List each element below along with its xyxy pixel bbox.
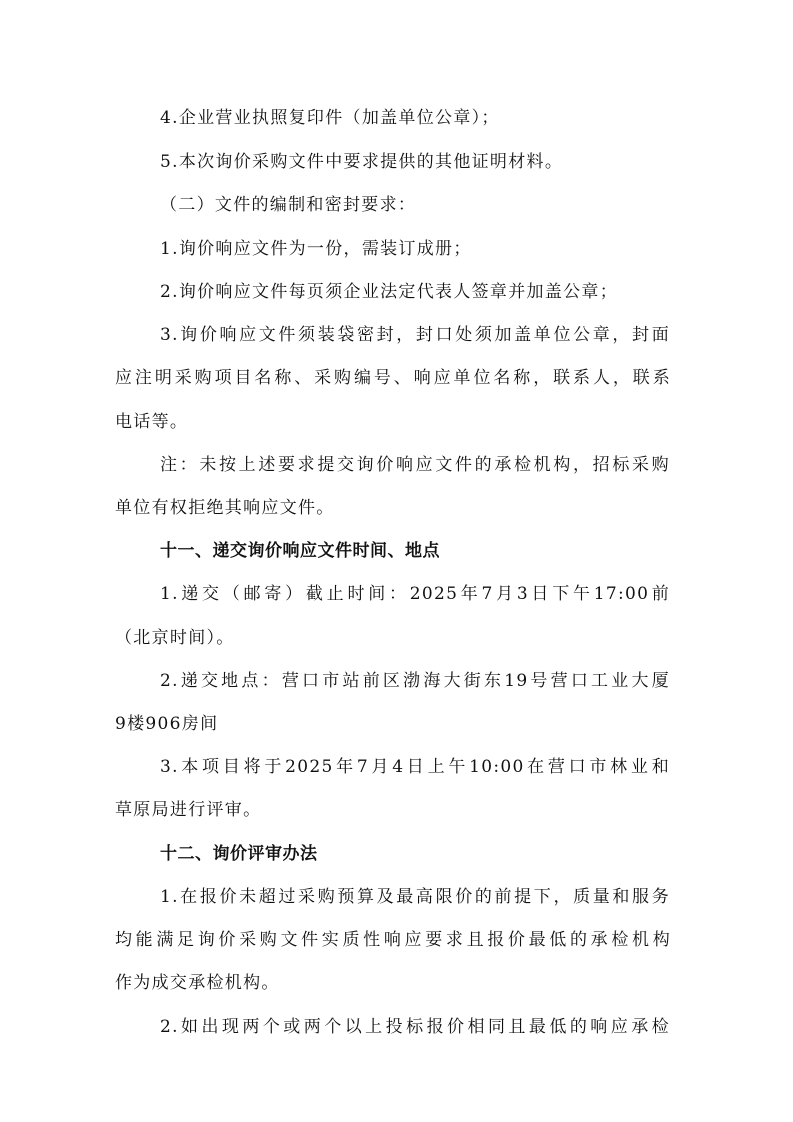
- section-subheading: （二）文件的编制和密封要求：: [160, 195, 417, 215]
- text-line: 均能满足询价采购文件实质性响应要求且报价最低的承检机构: [115, 930, 671, 950]
- text-line: 1.递交（邮寄）截止时间：2025年7月3日下午17:00前: [160, 584, 670, 604]
- text-line: 2.如出现两个或两个以上投标报价相同且最低的响应承检: [160, 1017, 670, 1037]
- text-line: 9楼906房间: [115, 714, 219, 734]
- text-line: 电话等。: [115, 412, 189, 432]
- text-line: 2.询价响应文件每页须企业法定代表人签章并加盖公章；: [160, 282, 619, 302]
- text-line: 作为成交承检机构。: [115, 973, 280, 993]
- text-line: 5.本次询价采购文件中要求提供的其他证明材料。: [160, 152, 564, 172]
- text-line: 1.询价响应文件为一份，需装订成册；: [160, 239, 472, 259]
- note-line: 注：未按上述要求提交询价响应文件的承检机构，招标采购: [160, 455, 670, 475]
- section-heading-11: 十一、递交询价响应文件时间、地点: [160, 541, 440, 561]
- text-line: 1.在报价未超过采购预算及最高限价的前提下，质量和服务: [160, 887, 670, 907]
- text-line: 3.本项目将于2025年7月4日上午10:00在营口市林业和: [160, 757, 670, 777]
- text-line: 2.递交地点：营口市站前区渤海大街东19号营口工业大厦: [160, 671, 670, 691]
- text-line: 草原局进行评审。: [115, 800, 262, 820]
- section-heading-12: 十二、询价评审办法: [160, 844, 318, 864]
- text-line: （北京时间）。: [115, 628, 235, 648]
- note-line: 单位有权拒绝其响应文件。: [115, 498, 335, 518]
- text-line: 3.询价响应文件须装袋密封，封口处须加盖单位公章，封面: [160, 325, 670, 345]
- text-line: 4.企业营业执照复印件（加盖单位公章）；: [160, 108, 500, 128]
- text-line: 应注明采购项目名称、采购编号、响应单位名称，联系人，联系: [115, 368, 671, 388]
